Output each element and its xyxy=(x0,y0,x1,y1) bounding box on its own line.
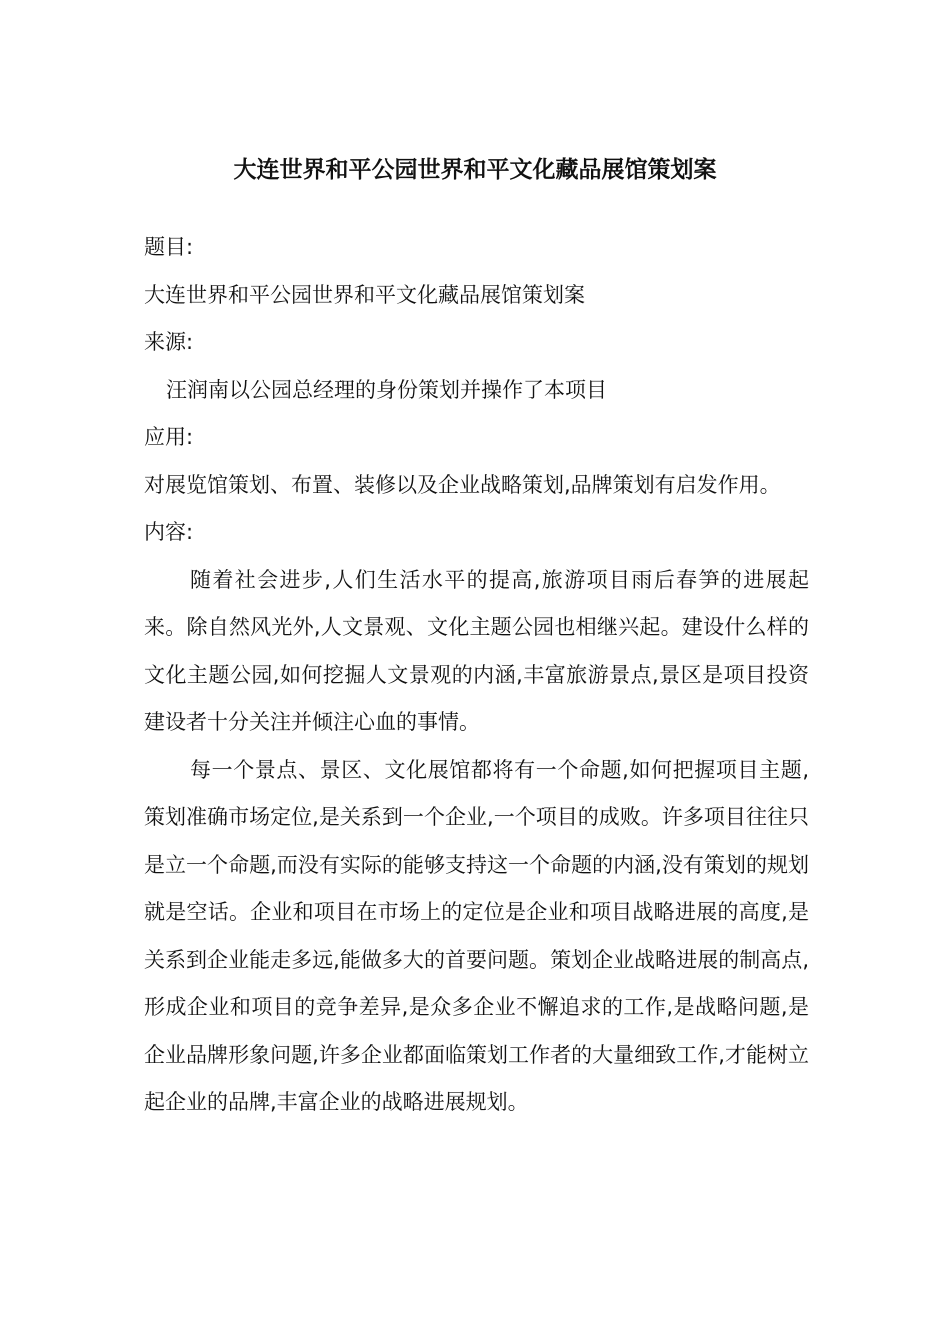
source-label: 来源: xyxy=(144,330,194,354)
topic-label: 题目: xyxy=(144,235,194,259)
source-value: 汪润南以公园总经理的身份策划并操作了本项目 xyxy=(166,377,607,402)
content-paragraph-1: 随着社会进步,人们生活水平的提高,旅游项目雨后春笋的进展起来。除自然风光外,人文景观、文化主题公园也相继兴起。建设什么样的文化主题公园,如何挖掘人文景观的内涵,丰富旅游景点,景区是项目投资建设者十分关注并倾注心血的事情。 xyxy=(144,567,809,734)
document-title: 大连世界和平公园世界和平文化藏品展馆策划案 xyxy=(233,157,717,183)
document-body xyxy=(144,224,809,1127)
application-label: 应用: xyxy=(144,425,194,449)
application-value: 对展览馆策划、布置、装修以及企业战略策划,品牌策划有启发作用。 xyxy=(144,472,781,497)
topic-value: 大连世界和平公园世界和平文化藏品展馆策划案 xyxy=(144,282,585,307)
content-label: 内容: xyxy=(144,520,194,544)
content-paragraph-2: 每一个景点、景区、文化展馆都将有一个命题,如何把握项目主题,策划准确市场定位,是关系到一个企业,一个项目的成败。许多项目往往只是立一个命题,而没有实际的能够支持这一个命题的内涵,没有策划的规划就是空话。企业和项目在市场上的定位是企业和项目战略进展的高度,是关系到企业能走多远,能做多大的首要问题。策划企业战略进展的制高点,形成企业和项目的竞争差异,是众多企业不懈追求的工作,是战略问题,是企业品牌形象问题,许多企业都面临策划工作者的大量细致工作,才能树立起企业的品牌,丰富企业的战略进展规划。 xyxy=(144,757,809,1114)
